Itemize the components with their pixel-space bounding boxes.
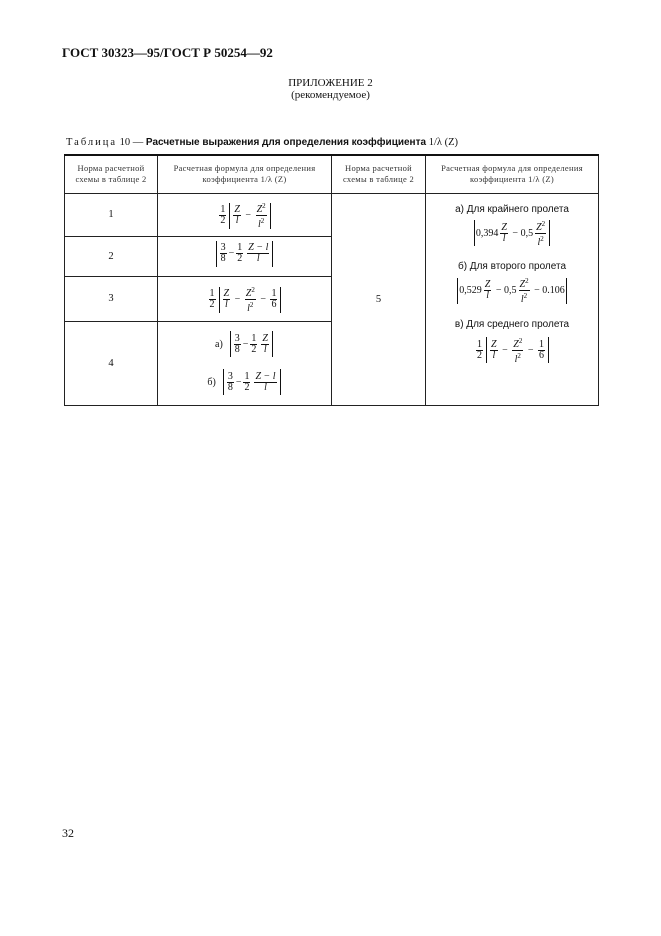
formula-5c: $\frac{1}{2}$ $\frac{Z}{l}$ − $\frac{Z^2}{l^2}$ − $\frac{1}{6}$ (474, 336, 550, 365)
variant-a-label: а) Для крайнего пролета (455, 203, 569, 215)
norm-cell: 2 (65, 236, 158, 276)
appendix-subtitle: (рекомендуемое) (291, 89, 370, 101)
appendix-heading (0, 77, 661, 101)
formula-cell (158, 236, 332, 276)
formula-1: $\frac{1}{2}$ $\frac{Z}{l}$ − $\frac{Z^2}{l^2}$ (217, 201, 271, 230)
caption-prefix: Таблица (66, 137, 118, 148)
header-norm-left: Норма расчетной схемы в таблице 2 (65, 155, 158, 193)
formula-2: $\frac{3}{8}$ − $\frac{1}{2}$ $\frac{Z - l}{l}$ (215, 241, 275, 267)
formula-cell (158, 321, 332, 405)
formula-5b: 0,529 $\frac{Z}{l}$ − 0,5 $\frac{Z^2}{l^2}$ − 0.106 (459, 277, 565, 306)
formula-cell (158, 193, 332, 236)
norm-cell-5: 5 (332, 193, 426, 405)
variant-b-label: б) Для второго пролета (457, 261, 567, 273)
norm-cell: 4 (65, 321, 158, 405)
norm-cell: 1 (65, 193, 158, 236)
table-caption (66, 137, 458, 148)
table-row (65, 193, 599, 236)
formula-cell-5 (426, 193, 599, 405)
formula-4b: б) $\frac{3}{8}$ − $\frac{1}{2}$ $\frac{Z - l}{l}$ (207, 369, 281, 395)
header-norm-right: Норма расчетной схемы в таблице 2 (332, 155, 426, 193)
formula-4a: а) $\frac{3}{8}$ − $\frac{1}{2}$ $\frac{Z}{l}$ (215, 331, 274, 357)
header-formula-left: Расчетная формула для определения коэффициента 1/λ (Z) (158, 155, 332, 193)
norm-cell: 3 (65, 276, 158, 321)
caption-number: 10 — (119, 137, 144, 148)
formula-3: $\frac{1}{2}$ $\frac{Z}{l}$ − $\frac{Z^2}{l^2}$ − $\frac{1}{6}$ (207, 285, 283, 314)
header-formula-right: Расчетная формула для определения коэффициента 1/λ (Z) (426, 155, 599, 193)
caption-title: Расчетные выражения для определения коэффициента (145, 137, 427, 148)
caption-symbol: 1/λ (Z) (428, 137, 458, 148)
table-header-row (65, 155, 599, 193)
formula-cell (158, 276, 332, 321)
page-number: 32 (62, 826, 74, 840)
variant-c-label: в) Для среднего пролета (454, 318, 570, 330)
document-header: ГОСТ 30323—95/ГОСТ Р 50254—92 (62, 45, 273, 60)
appendix-title: ПРИЛОЖЕНИЕ 2 (288, 77, 373, 89)
formula-table (64, 154, 599, 406)
formula-5a: 0,394 $\frac{Z}{l}$ − 0,5 $\frac{Z^2}{l^2}$ (473, 219, 551, 248)
